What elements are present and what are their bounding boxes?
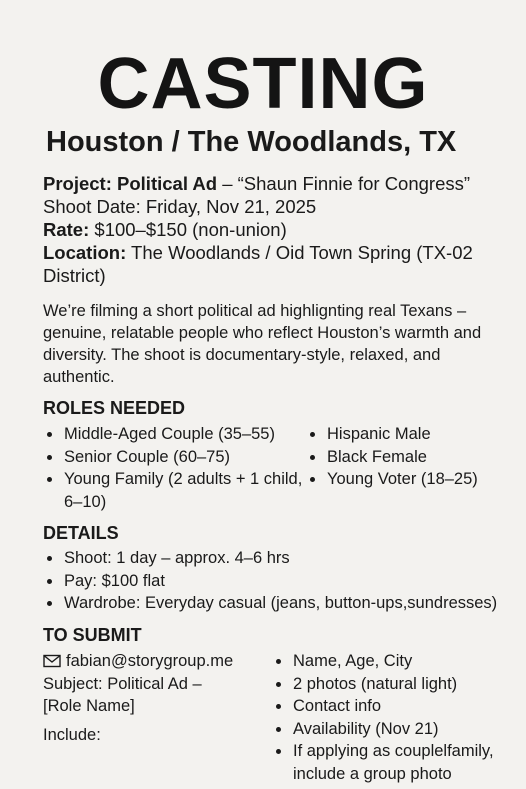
include-item: Name, Age, City <box>272 650 522 673</box>
location-line <box>43 241 503 287</box>
detail-item: Shoot: 1 day – approx. 4–6 hrs <box>43 547 523 570</box>
subject-line-2: [Role Name] <box>43 697 135 715</box>
role-item: Young Family (2 adults + 1 child, 6–10) <box>43 468 303 513</box>
project-value: – “Shaun Finnie for Congress” <box>217 173 471 194</box>
project-line <box>43 172 503 195</box>
description-paragraph: We’re filming a short political ad highlignting real Texans – genuine, relatable people who reflect Houston’s warmth and diversity. The shoot is documentary-style, relaxed, and authentic. <box>43 302 482 386</box>
subject-line-1: Subject: Political Ad – <box>43 674 202 693</box>
details-heading: DETAILS <box>43 523 119 543</box>
email-link[interactable]: fabian@storygroup.me <box>66 652 234 670</box>
include-item: Availability (Nov 21) <box>272 718 522 741</box>
details-list <box>43 547 523 615</box>
role-item: Senior Couple (60–75) <box>43 446 303 469</box>
include-item: If applying as couplelfamily, include a group photo <box>272 740 522 785</box>
role-item: Hispanic Male <box>306 423 516 446</box>
roles-list-right <box>306 423 516 491</box>
include-item: 2 photos (natural light) <box>272 673 522 696</box>
location-subtitle: Houston / The Woodlands, TX <box>46 126 457 158</box>
project-label: Project: Political Ad <box>43 173 218 194</box>
include-item: Contact info <box>272 695 522 718</box>
rate-value: $100–$150 (non-union) <box>89 219 287 240</box>
rate-line <box>43 218 503 241</box>
mail-icon <box>43 654 61 668</box>
roles-heading: ROLES NEEDED <box>43 398 186 418</box>
shoot-date-line: Shoot Date: Friday, Nov 21, 2025 <box>43 196 317 217</box>
submit-contact <box>43 650 258 746</box>
submit-heading: TO SUBMIT <box>43 625 142 645</box>
location-label: Location: <box>43 242 127 263</box>
project-info <box>43 172 503 287</box>
role-item: Young Voter (18–25) <box>306 468 516 491</box>
email-row[interactable] <box>43 650 258 673</box>
include-label: Include: <box>43 725 101 744</box>
role-item: Middle-Aged Couple (35–55) <box>43 423 303 446</box>
detail-item: Wardrobe: Everyday casual (jeans, button-ups,sundresses) <box>43 592 523 615</box>
rate-label: Rate: <box>43 219 90 240</box>
include-list <box>272 650 522 785</box>
page-title: CASTING <box>97 44 429 124</box>
role-item: Black Female <box>306 446 516 469</box>
detail-item: Pay: $100 flat <box>43 570 523 593</box>
location-value: The Woodlands / Oid Town Spring (TX-02 District) <box>43 242 473 286</box>
roles-list-left <box>43 423 303 513</box>
